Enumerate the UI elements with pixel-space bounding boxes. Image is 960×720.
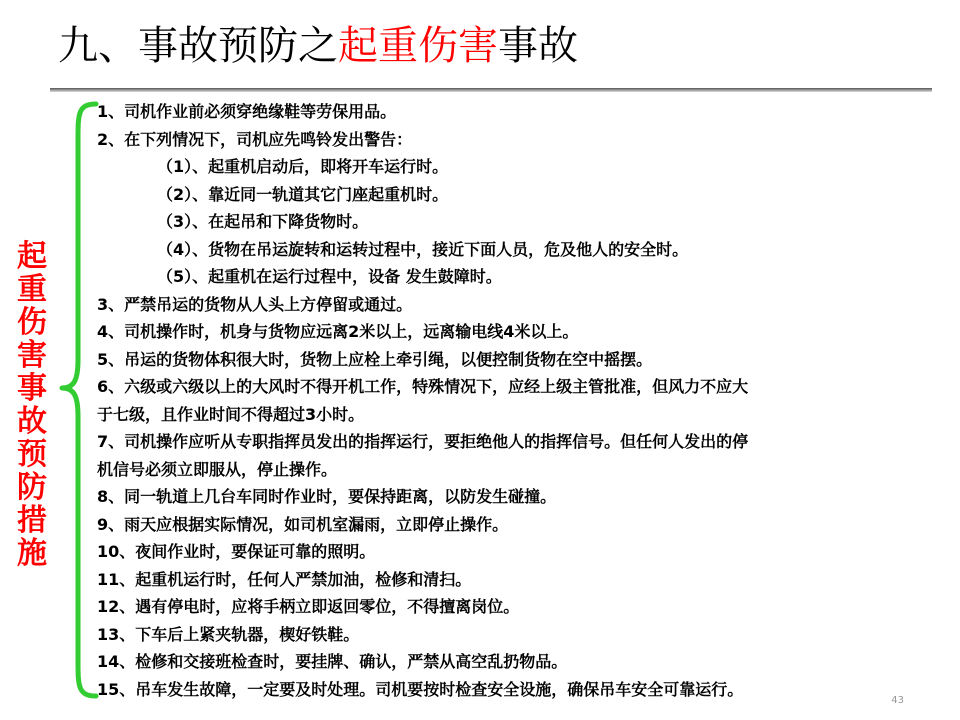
list-item: 12、遇有停电时，应将手柄立即返回零位，不得擅离岗位。 [97, 597, 520, 616]
title-suffix: 事故 [498, 23, 578, 69]
list-item: 1、司机作业前必须穿绝缘鞋等劳保用品。 [97, 102, 397, 121]
sub-list-item: （2）、靠近同一轨道其它门座起重机时。 [157, 184, 449, 204]
list-item: 15、吊车发生故障，一定要及时处理。司机要按时检查安全设施，确保吊车安全可靠运行。 [97, 679, 744, 699]
sub-list-item: （1）、起重机启动后，即将开车运行时。 [157, 157, 449, 176]
title-highlight: 起重伤害 [338, 23, 498, 69]
sub-list-item: （3）、在起吊和下降货物时。 [157, 212, 369, 231]
list-item: 2、在下列情况下，司机应先鸣铃发出警告： [97, 129, 413, 149]
title-underline [50, 88, 932, 92]
list-item: 10、夜间作业时，要保证可靠的照明。 [97, 542, 376, 561]
side-label: 起重伤害事故预防措施 [17, 239, 47, 571]
list-item: 于七级，且作业时间不得超过3小时。 [97, 404, 365, 424]
list-item: 7、司机操作应听从专职指挥员发出的指挥运行，要拒绝他人的指挥信号。但任何人发出的停 [97, 432, 749, 451]
page-number: 43 [891, 695, 904, 706]
list-item: 14、检修和交接班检查时，要挂牌、确认，严禁从高空乱扔物品。 [97, 652, 568, 671]
measures-list [97, 98, 927, 703]
list-item: 8、同一轨道上几台车同时作业时，要保持距离，以防发生碰撞。 [97, 487, 557, 506]
list-item: 机信号必须立即服从，停止操作。 [97, 459, 338, 479]
list-item: 9、雨天应根据实际情况，如司机室漏雨，立即停止操作。 [97, 514, 509, 534]
sub-list-item: （4）、货物在吊运旋转和运转过程中，接近下面人员，危及他人的安全时。 [157, 239, 689, 259]
list-item: 5、吊运的货物体积很大时，货物上应栓上牵引绳，以便控制货物在空中摇摆。 [97, 349, 653, 369]
list-item: 3、严禁吊运的货物从人头上方停留或通过。 [97, 294, 413, 314]
list-item: 4、司机操作时，机身与货物应远离2米以上，远离输电线4米以上。 [97, 322, 579, 341]
list-item: 13、下车后上紧夹轨器，楔好铁鞋。 [97, 624, 360, 644]
list-item: 11、起重机运行时，任何人严禁加油，检修和清扫。 [97, 569, 472, 589]
list-item: 6、六级或六级以上的大风时不得开机工作，特殊情况下，应经上级主管批准，但风力不应大 [97, 377, 749, 396]
curly-brace-icon [56, 100, 100, 700]
sub-list-item: （5）、起重机在运行过程中，设备 发生鼓障时。 [157, 267, 502, 286]
title-prefix: 九、事故预防之 [58, 23, 338, 69]
slide-title [58, 14, 578, 78]
